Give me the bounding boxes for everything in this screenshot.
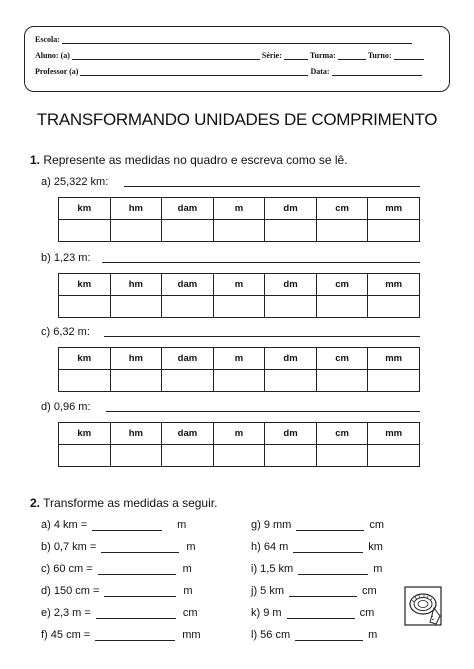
q2-exercise [251, 563, 382, 575]
professor-label: Professor (a) [35, 67, 79, 76]
exercise-unit: mm [182, 629, 201, 641]
cell[interactable] [368, 296, 420, 318]
q1-item-c-label: c) 6,32 m: [41, 326, 90, 338]
exercise-unit: m [186, 541, 196, 553]
unit-cm: cm [316, 274, 368, 296]
cell[interactable] [316, 445, 368, 467]
cell[interactable] [265, 370, 317, 392]
exercise-prefix: d) 150 cm = [41, 585, 100, 597]
cell[interactable] [368, 220, 420, 242]
exercise-prefix: l) 56 cm [251, 629, 291, 641]
q1-item-a-line[interactable] [124, 186, 420, 187]
exercise-unit: m [368, 629, 378, 641]
cell[interactable] [368, 370, 420, 392]
cell[interactable] [213, 445, 265, 467]
cell[interactable] [368, 445, 420, 467]
answer-blank[interactable] [293, 543, 363, 553]
unit-km: km [59, 274, 111, 296]
unit-km: km [59, 423, 111, 445]
unit-dm: dm [265, 348, 317, 370]
professor-field[interactable] [80, 68, 308, 76]
unit-cm: cm [316, 198, 368, 220]
cell[interactable] [110, 296, 162, 318]
escola-row [35, 35, 414, 44]
unit-mm: mm [368, 348, 420, 370]
cell[interactable] [265, 296, 317, 318]
page-title: TRANSFORMANDO UNIDADES DE COMPRIMENTO [36, 110, 438, 129]
q1-item-d-label: d) 0,96 m: [41, 401, 91, 413]
q2-exercise [251, 607, 374, 619]
answer-blank[interactable] [287, 609, 355, 619]
cell[interactable] [265, 220, 317, 242]
cell[interactable] [213, 370, 265, 392]
measuring-tape-icon [404, 586, 442, 626]
q2-exercise [41, 585, 193, 597]
exercise-prefix: h) 64 m [251, 541, 289, 553]
unit-hm: hm [110, 348, 162, 370]
answer-blank[interactable] [95, 631, 175, 641]
unit-mm: mm [368, 198, 420, 220]
professor-row [35, 67, 424, 76]
exercise-prefix: g) 9 mm [251, 519, 292, 531]
cell[interactable] [59, 220, 111, 242]
data-label: Data: [310, 67, 330, 76]
answer-blank[interactable] [298, 565, 368, 575]
q2-exercise [41, 607, 198, 619]
exercise-prefix: f) 45 cm = [41, 629, 91, 641]
cell[interactable] [316, 370, 368, 392]
aluno-row [35, 51, 426, 60]
cell[interactable] [162, 445, 214, 467]
answer-blank[interactable] [289, 587, 357, 597]
cell[interactable] [265, 445, 317, 467]
unit-cm: cm [316, 423, 368, 445]
unit-dm: dm [265, 423, 317, 445]
unit-mm: mm [368, 423, 420, 445]
q2-exercise [41, 519, 186, 531]
answer-blank[interactable] [101, 543, 179, 553]
q2-exercise [41, 629, 201, 641]
serie-field[interactable] [284, 52, 308, 60]
unit-dm: dm [265, 274, 317, 296]
q1-item-d-table [58, 422, 420, 467]
answer-blank[interactable] [296, 521, 364, 531]
exercise-prefix: e) 2,3 m = [41, 607, 91, 619]
exercise-prefix: j) 5 km [251, 585, 284, 597]
unit-m: m [213, 423, 265, 445]
q2-exercise [251, 629, 377, 641]
exercise-prefix: b) 0,7 km = [41, 541, 97, 553]
cell[interactable] [110, 370, 162, 392]
answer-blank[interactable] [104, 587, 176, 597]
exercise-unit: m [373, 563, 383, 575]
aluno-field[interactable] [72, 52, 260, 60]
cell[interactable] [316, 296, 368, 318]
unit-m: m [213, 274, 265, 296]
unit-dam: dam [162, 423, 214, 445]
serie-label: Série: [261, 51, 282, 60]
q2-text: Transforme as medidas a seguir. [43, 496, 218, 510]
exercise-unit: m [177, 519, 187, 531]
q1-item-b-line[interactable] [102, 262, 420, 263]
answer-blank[interactable] [96, 609, 176, 619]
answer-blank[interactable] [295, 631, 363, 641]
turno-field[interactable] [394, 52, 424, 60]
unit-hm: hm [110, 423, 162, 445]
exercise-prefix: a) 4 km = [41, 519, 88, 531]
unit-mm: mm [368, 274, 420, 296]
unit-dam: dam [162, 198, 214, 220]
q1-item-b-table [58, 273, 420, 318]
cell[interactable] [162, 220, 214, 242]
q2-heading [30, 496, 217, 510]
exercise-unit: cm [182, 607, 198, 619]
q1-text: Represente as medidas no quadro e escreva como se lê. [43, 153, 348, 167]
q1-item-b-label: b) 1,23 m: [41, 252, 91, 264]
answer-blank[interactable] [92, 521, 162, 531]
q1-item-a-table [58, 197, 420, 242]
q2-exercise [41, 541, 196, 553]
cell[interactable] [110, 445, 162, 467]
unit-km: km [59, 348, 111, 370]
unit-hm: hm [110, 274, 162, 296]
q1-item-c-table [58, 347, 420, 392]
q2-exercise [251, 541, 383, 553]
cell[interactable] [59, 445, 111, 467]
exercise-unit: cm [362, 585, 377, 597]
cell[interactable] [59, 370, 111, 392]
exercise-unit: km [368, 541, 383, 553]
unit-m: m [213, 198, 265, 220]
turno-label: Turno: [367, 51, 392, 60]
cell[interactable] [162, 296, 214, 318]
unit-dam: dam [162, 274, 214, 296]
q1-number: 1. [30, 153, 41, 167]
exercise-unit: m [182, 563, 192, 575]
unit-hm: hm [110, 198, 162, 220]
unit-km: km [59, 198, 111, 220]
unit-cm: cm [316, 348, 368, 370]
cell[interactable] [213, 296, 265, 318]
turma-field[interactable] [338, 52, 366, 60]
answer-blank[interactable] [98, 565, 176, 575]
cell[interactable] [110, 220, 162, 242]
unit-dam: dam [162, 348, 214, 370]
turma-label: Turma: [309, 51, 336, 60]
aluno-label: Aluno: (a) [35, 51, 70, 60]
q1-heading [30, 153, 348, 167]
exercise-prefix: i) 1,5 km [251, 563, 294, 575]
exercise-unit: m [183, 585, 193, 597]
exercise-unit: cm [359, 607, 375, 619]
q2-exercise [251, 519, 384, 531]
exercise-prefix: k) 9 m [251, 607, 282, 619]
data-field[interactable] [332, 68, 422, 76]
q1-item-c-line[interactable] [104, 336, 420, 337]
q2-exercise [41, 563, 192, 575]
escola-label: Escola: [35, 35, 60, 44]
exercise-prefix: c) 60 cm = [41, 563, 93, 575]
escola-field[interactable] [62, 36, 412, 44]
q2-exercise [251, 585, 377, 597]
cell[interactable] [316, 220, 368, 242]
unit-m: m [213, 348, 265, 370]
header-box [24, 26, 450, 92]
exercise-unit: cm [369, 519, 385, 531]
cell[interactable] [162, 370, 214, 392]
cell[interactable] [213, 220, 265, 242]
cell[interactable] [59, 296, 111, 318]
q2-number: 2. [30, 496, 41, 510]
q1-item-a-label: a) 25,322 km: [41, 176, 109, 188]
unit-dm: dm [265, 198, 317, 220]
q1-item-d-line[interactable] [106, 411, 420, 412]
